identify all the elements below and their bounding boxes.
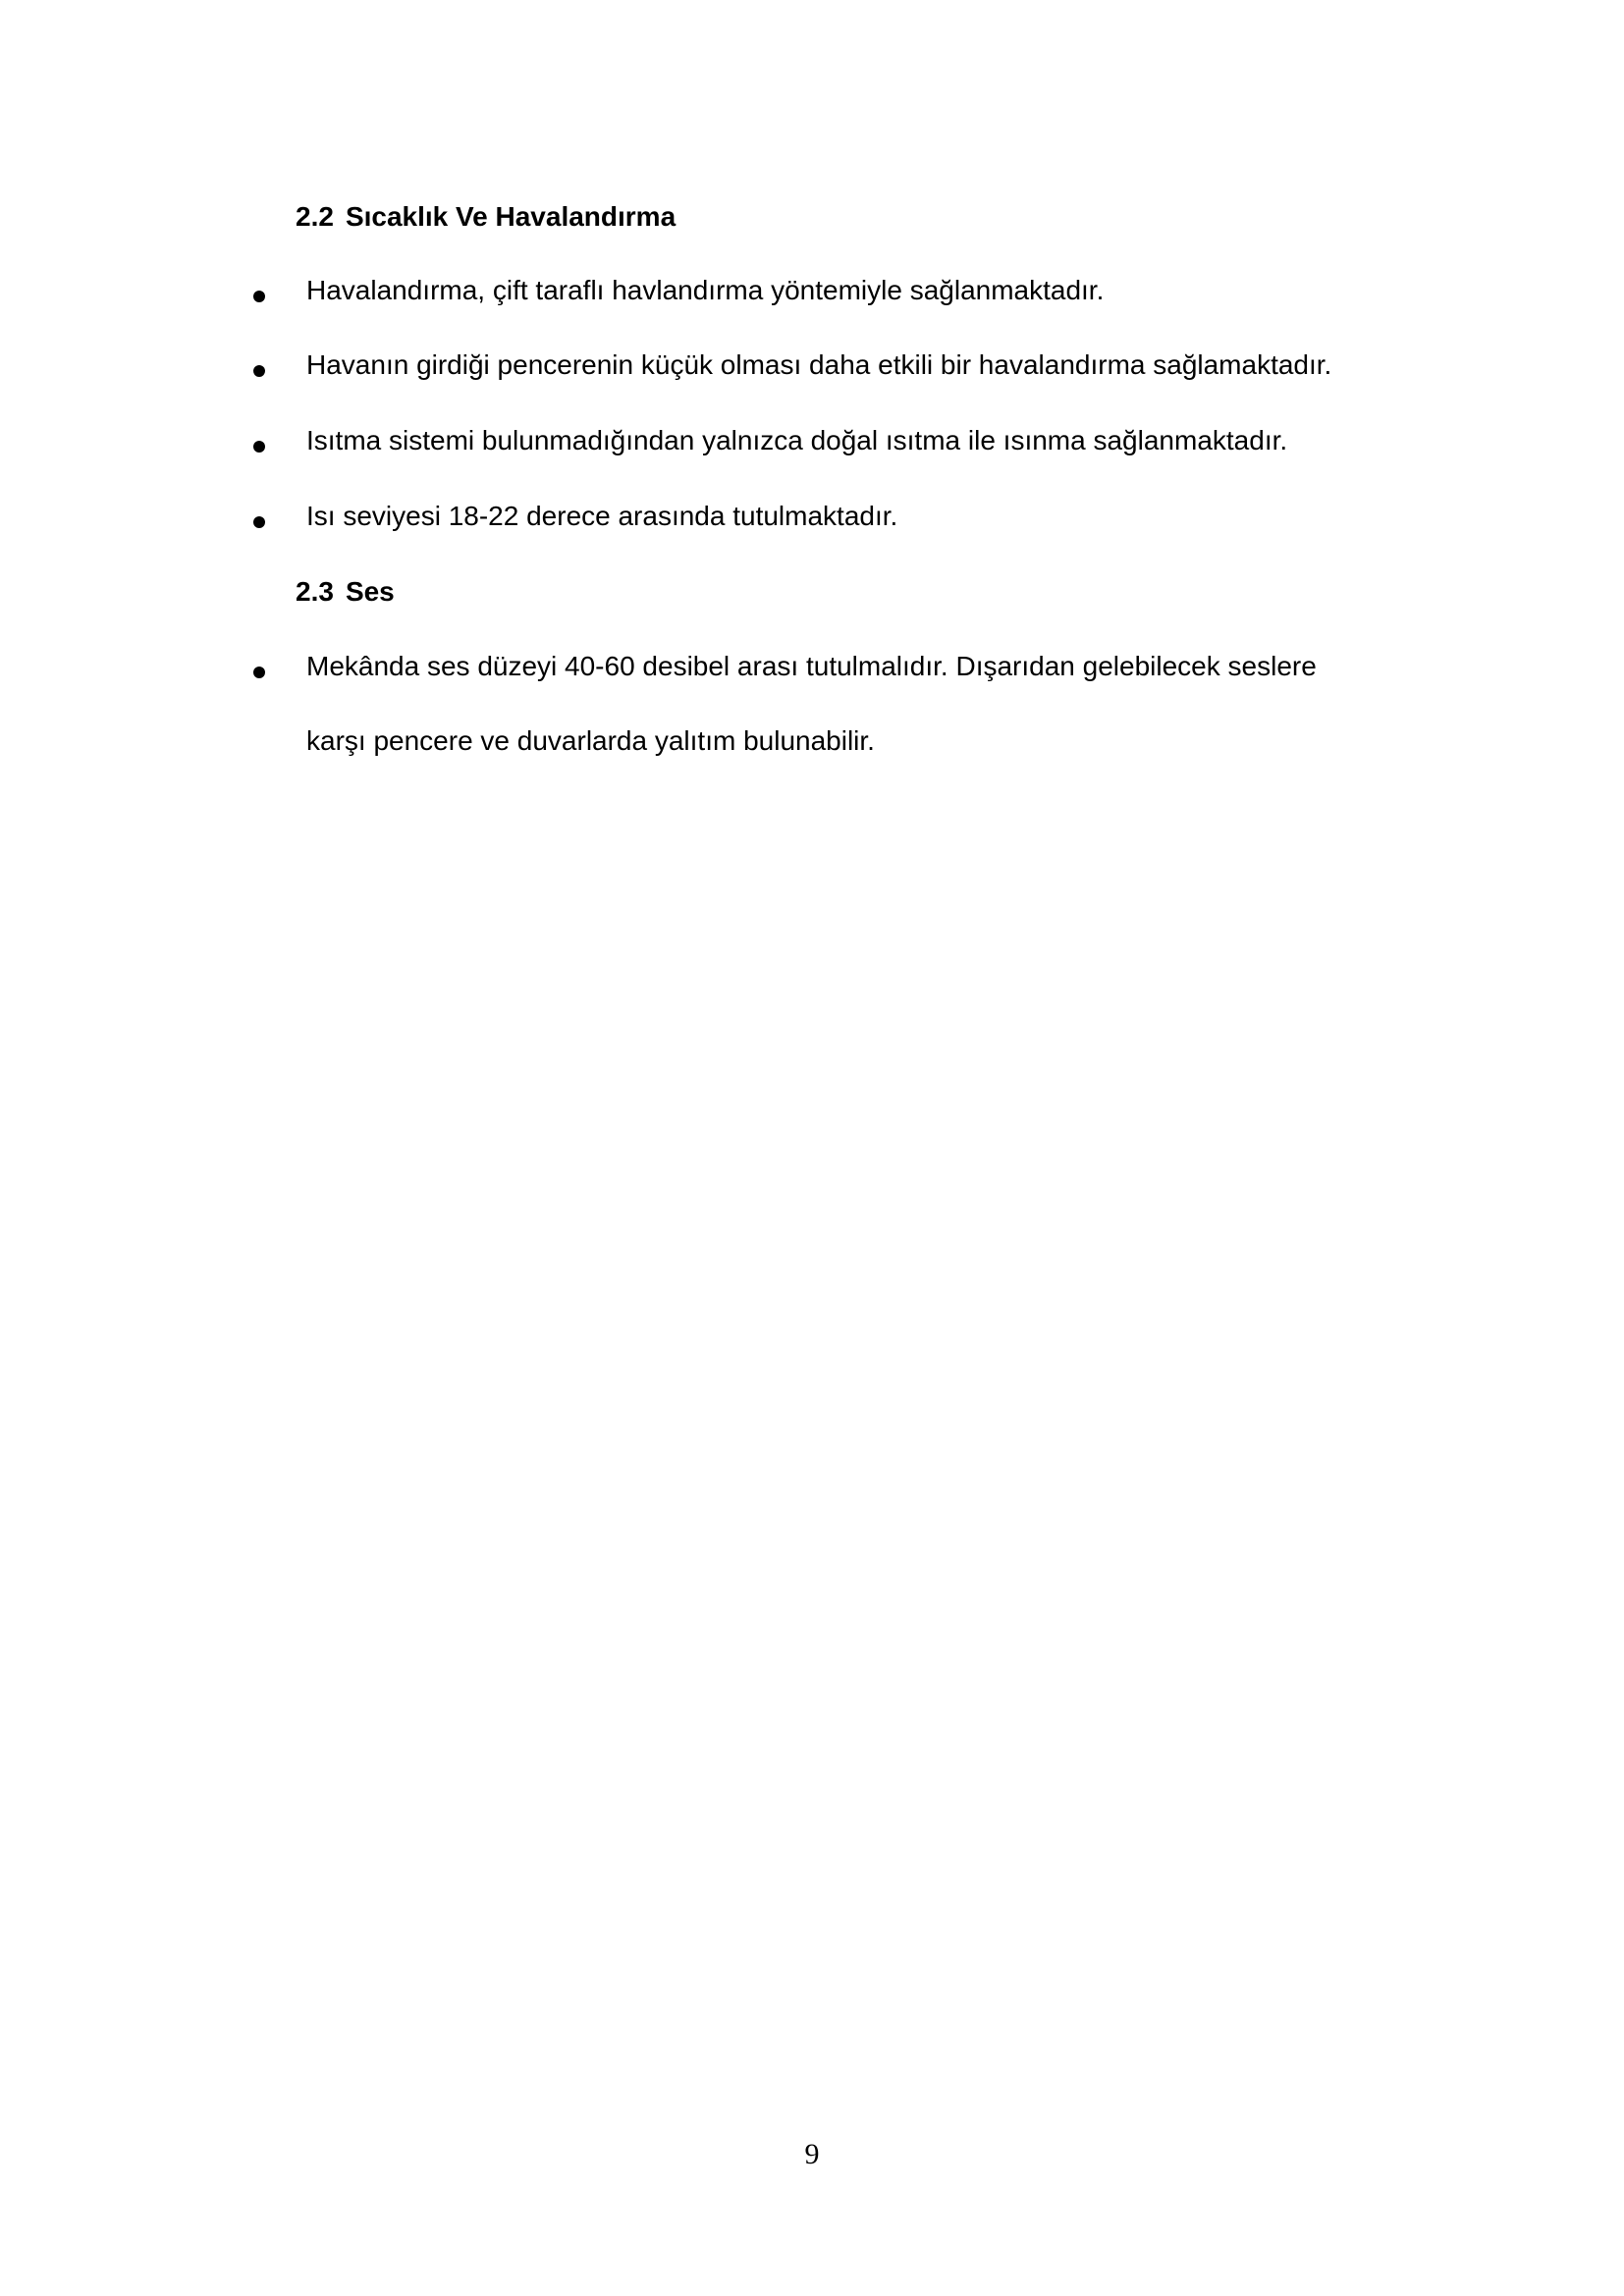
- list-item-text: Isıtma sistemi bulunmadığından yalnızca doğal ısıtma ile ısınma sağlanmaktadır.: [306, 425, 1288, 455]
- bullet-icon: [253, 667, 265, 678]
- bullet-icon: [253, 291, 265, 302]
- section-number: 2.2: [296, 201, 334, 232]
- section-title: Ses: [345, 576, 395, 607]
- list-item-text: Isı seviyesi 18-22 derece arasında tutulmaktadır.: [306, 501, 898, 531]
- list-item-text: Mekânda ses düzeyi 40-60 desibel arası tutulmalıdır. Dışarıdan gelebilecek seslere karşı pencere ve duvarlarda yalıtım bulunabilir.: [306, 651, 1317, 756]
- section-heading-2-3: [296, 575, 395, 609]
- list-item-text: Havanın girdiği pencerenin küçük olması daha etkili bir havalandırma sağlamaktadır.: [306, 349, 1332, 380]
- bullet-icon: [253, 365, 265, 377]
- section-title: Sıcaklık Ve Havalandırma: [345, 201, 677, 232]
- section-heading-2-2: [296, 200, 676, 234]
- bullet-icon: [253, 516, 265, 528]
- list-item-text: Havalandırma, çift taraflı havlandırma yöntemiyle sağlanmaktadır.: [306, 275, 1105, 305]
- bullet-icon: [253, 441, 265, 453]
- section-number: 2.3: [296, 576, 334, 607]
- page-number: 9: [804, 2138, 820, 2170]
